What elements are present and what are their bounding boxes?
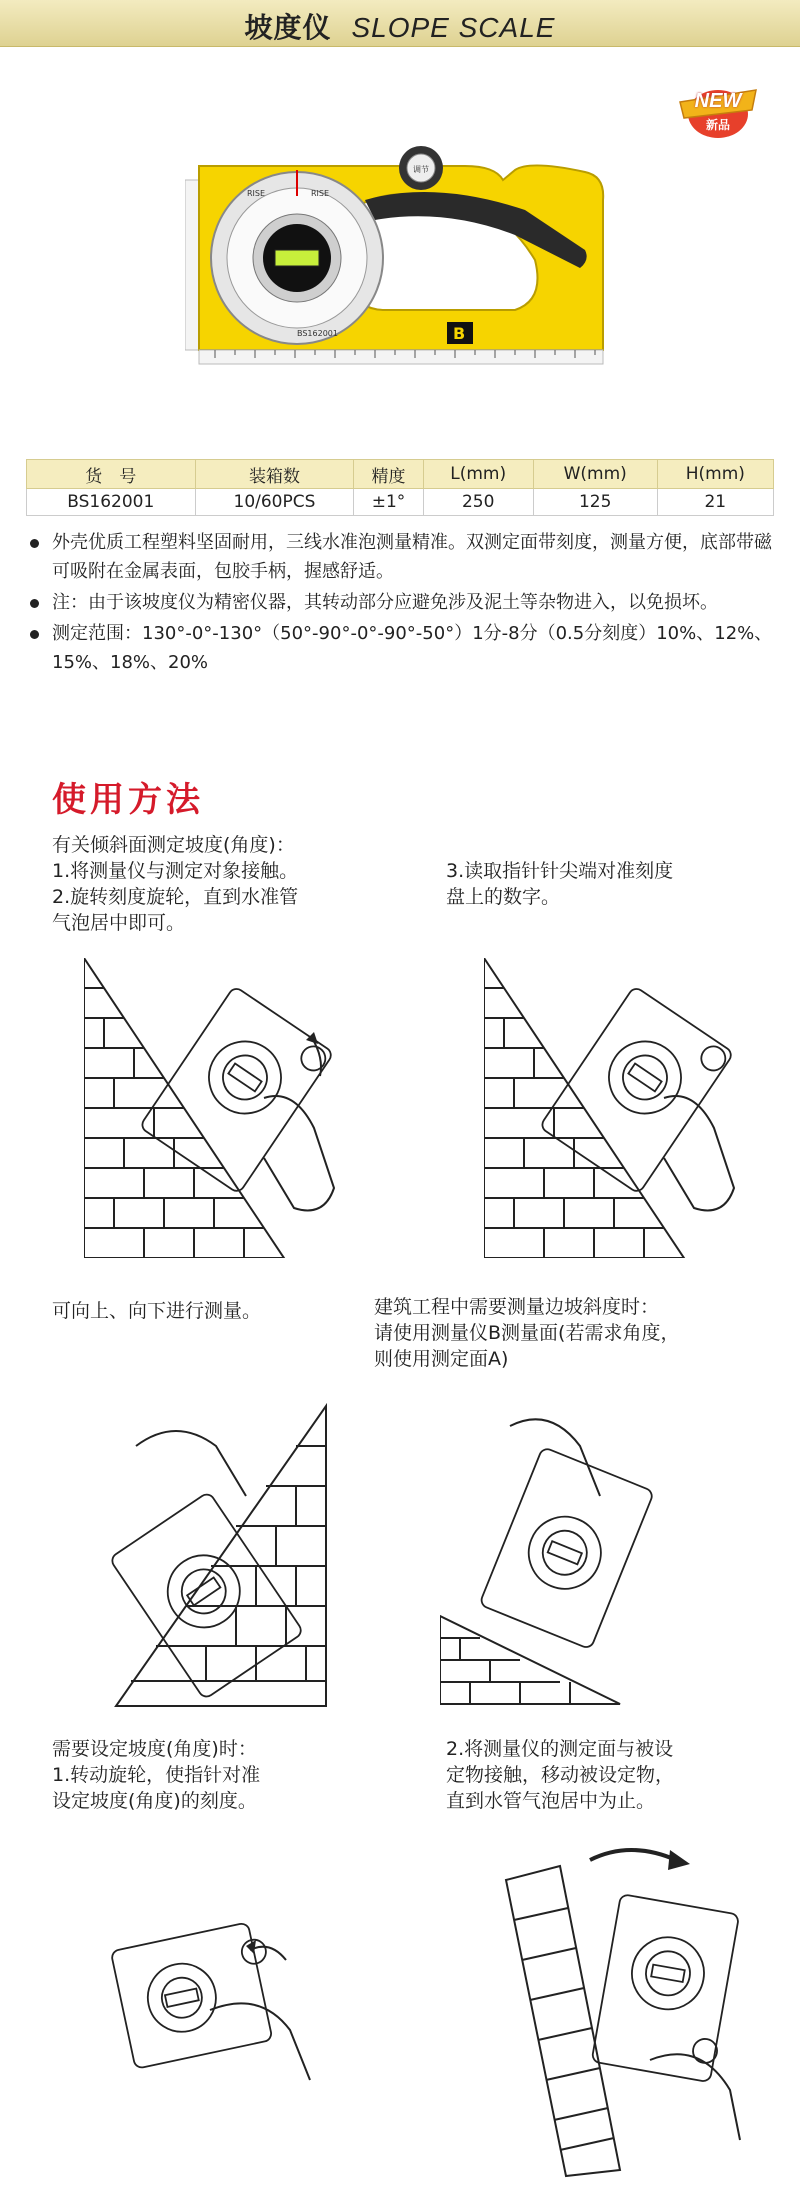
header-banner [0, 0, 800, 47]
spec-header: 精度 [354, 460, 423, 489]
text-line: 有关倾斜面测定坡度(角度)： [52, 834, 295, 856]
spec-cell: BS162001 [27, 489, 196, 516]
text-line: 定物接触，移动被设定物， [446, 1764, 675, 1786]
text-line: 则使用测定面A) [374, 1348, 509, 1370]
note-text: 测定范围：130°-0°-130°（50°-90°-0°-90°-50°）1分-8分（0.5分刻度）10%、12%、15%、18%、20% [52, 623, 773, 673]
spec-header: 装箱数 [195, 460, 354, 489]
spec-cell: ±1° [354, 489, 423, 516]
text-line: 气泡居中即可。 [52, 912, 186, 934]
page-title [0, 6, 800, 46]
title-cn: 坡度仪 [244, 11, 332, 44]
usage-side-slope-text [374, 1294, 679, 1372]
text-line: 2.将测量仪的测定面与被设 [446, 1738, 674, 1760]
model-mark: BS162001 [297, 329, 338, 338]
brand-logo: B [453, 324, 466, 343]
text-line: 盘上的数字。 [446, 886, 561, 908]
bullet-icon [30, 630, 39, 639]
illustration-measure-up-down [96, 1386, 346, 1716]
illustration-set-angle [90, 1900, 330, 2120]
note-text: 外壳优质工程塑料坚固耐用，三线水准泡测量精准。双测定面带刻度，测量方便，底部带磁可吸附在金属表面，包胶手柄，握感舒适。 [52, 532, 772, 582]
text-line: 建筑工程中需要测量边坡斜度时： [374, 1296, 660, 1318]
text-line: 设定坡度(角度)的刻度。 [52, 1790, 257, 1812]
spec-cell: 10/60PCS [195, 489, 354, 516]
usage-heading: 使用方法 [52, 780, 204, 820]
product-image [185, 140, 605, 370]
spec-header: H(mm) [657, 460, 773, 489]
list-item [26, 528, 786, 586]
spec-header: W(mm) [533, 460, 657, 489]
text-line: 可向上、向下进行测量。 [52, 1300, 262, 1322]
bullet-icon [30, 539, 39, 548]
dial-rise-right: RISE [311, 189, 330, 198]
illustration-move-object [500, 1840, 760, 2180]
title-en: SLOPE SCALE [351, 12, 556, 43]
usage-set-angle-text [52, 1736, 260, 1814]
badge-cn-text: 新品 [705, 118, 730, 132]
text-line: 1.转动旋轮，使指针对准 [52, 1764, 261, 1786]
usage-direction-text [52, 1298, 261, 1324]
text-line: 1.将测量仪与测定对象接触。 [52, 860, 299, 882]
text-line: 3.读取指针针尖端对准刻度 [446, 860, 674, 882]
spec-cell: 125 [533, 489, 657, 516]
bullet-icon [30, 599, 39, 608]
usage-set-contact-text [446, 1736, 674, 1814]
note-text: 注：由于该坡度仪为精密仪器，其转动部分应避免涉及泥土等杂物进入，以免损坏。 [52, 592, 718, 613]
dial-rise-left: RISE [247, 189, 266, 198]
table-row [27, 489, 774, 516]
text-line: 2.旋转刻度旋轮，直到水准管 [52, 886, 299, 908]
text-line: 需要设定坡度(角度)时： [52, 1738, 257, 1760]
badge-new-text: NEW [694, 90, 742, 112]
usage-step-3-text [446, 858, 673, 910]
illustration-side-slope [440, 1386, 700, 1716]
spec-cell: 21 [657, 489, 773, 516]
usage-step-1-text [52, 832, 298, 936]
list-item [26, 619, 786, 677]
spec-header: 货 号 [27, 460, 196, 489]
text-line: 请使用测量仪B测量面(若需求角度， [374, 1322, 680, 1344]
list-item [26, 588, 786, 617]
spec-table [26, 459, 774, 516]
text-line: 直到水管气泡居中为止。 [446, 1790, 656, 1812]
feature-notes [26, 528, 786, 679]
new-badge [672, 80, 764, 142]
spec-header-row [27, 460, 774, 489]
spec-header: L(mm) [423, 460, 533, 489]
illustration-measure-slope-1 [84, 958, 364, 1258]
knob-label: 调节 [413, 165, 429, 174]
spec-cell: 250 [423, 489, 533, 516]
illustration-measure-slope-2 [484, 958, 764, 1258]
